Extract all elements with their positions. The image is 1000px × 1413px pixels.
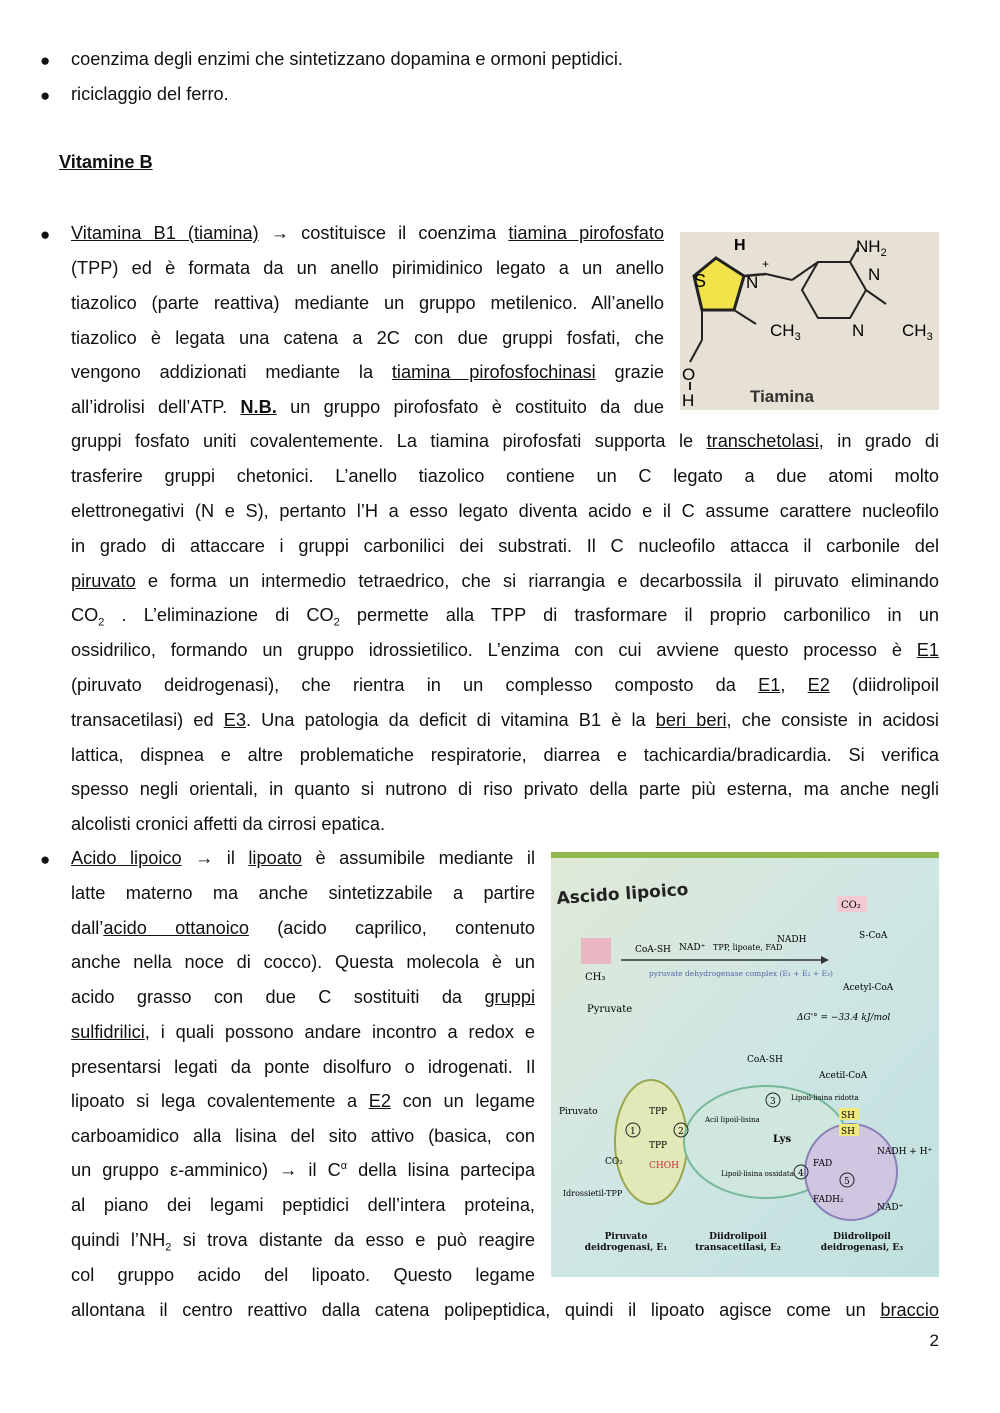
lipo-fig-title: Ascido lipoico (555, 879, 690, 909)
lipo-fig-tpp-lipoate: TPP, lipoate, FAD (713, 943, 783, 952)
tiamina-n-b: N (852, 321, 865, 340)
bullet-dot: ● (40, 850, 51, 869)
lipo-fig-lipoil-rid: Lipoil-lisina ridotta (791, 1094, 859, 1102)
lipo-line-3: dall’acido ottanoico (acido caprilico, contenuto (71, 918, 535, 938)
intro-bullet-1: coenzima degli enzimi che sintetizzano dopamina e ormoni peptidici. (71, 49, 623, 69)
tiamina-n-plus: N (746, 273, 759, 292)
lipo-fig-fadh2: FADH₂ (813, 1195, 844, 1205)
b1-line-15: transacetilasi) ed E3. Una patologia da deficit di vitamina B1 è la beri beri, che consiste in acidosi (71, 710, 939, 730)
lipo-fig-acetyl-coa: Acetyl-CoA (843, 983, 894, 993)
page-number: 2 (929, 1331, 939, 1350)
tiamina-nh2: $NH_2$ (856, 237, 887, 259)
lipo-fig-fad: FAD (813, 1159, 833, 1169)
b1-line-11: piruvato e forma un intermedio tetraedrico, che si riarrangia e decarbossila il piruvato eliminando (71, 571, 939, 591)
b1-line-1: Vitamina B1 (tiamina) → costituisce il coenzima tiamina pirofosfato (71, 223, 665, 243)
lipo-fig-co2: CO₂ (605, 1157, 623, 1167)
lipo-fig-sh1: SH (841, 1111, 856, 1121)
b1-line-5: vengono addizionati mediante la tiamina pirofosfochinasi grazie (71, 362, 664, 382)
b1-line-9: elettronegativi (N e S), pertanto l’H a esso legato diventa acido e il C assume carattere nucleofilo (71, 501, 939, 521)
tiamina-h-bottom: H (682, 391, 695, 410)
b1-line-6: all’idrolisi dell’ATP. N.B. un gruppo pirofosfato è costituito da due (71, 397, 664, 417)
b1-line-2: (TPP) ed è formata da un anello pirimidinico legato a un anello (71, 258, 664, 278)
tiamina-structure-figure (680, 232, 939, 410)
tiamina-o: O (682, 365, 696, 384)
lipo-fig-sh2: SH (841, 1127, 856, 1137)
lipo-line-10: un gruppo ε-amminico) → il $C^\alpha$ della lisina partecipa (71, 1159, 535, 1180)
section-title: Vitamine B (59, 152, 153, 172)
acido-lipoico-figure (551, 852, 939, 1277)
lipo-line-2: latte materno ma anche sintetizzabile a partire (71, 883, 535, 903)
lipo-fig-choh: CHOH (649, 1161, 679, 1171)
lipo-line-5: acido grasso con due C sostituiti da gruppi (71, 987, 535, 1007)
lipo-fig-nad2: NAD⁺ (877, 1203, 904, 1213)
lipo-fig-acil: Acil lipoil-lisina (705, 1116, 760, 1124)
lipo-fig-enzyme: pyruvate dehydrogenase complex (E₁ + E₂ + E₃) (649, 969, 833, 978)
lipo-line-8: lipoato si lega covalentemente a E2 con un legame (71, 1091, 535, 1111)
lipo-fig-pyruvate: Pyruvate (587, 1004, 633, 1015)
lipo-fig-tpp1: TPP (649, 1107, 668, 1117)
b1-line-3: tiazolico (parte reattiva) mediante un gruppo metilenico. All’anello (71, 293, 664, 313)
tiamina-plus: + (762, 257, 770, 271)
lipo-line-12: quindi $l’NH_2$ si trova distante da esso e può reagire (71, 1230, 535, 1254)
lipo-fig-scoa: S-CoA (859, 931, 888, 941)
lipo-fig-step-2: 2 (678, 1127, 684, 1137)
lipo-fig-nadh-h: NADH + H⁺ (877, 1147, 933, 1157)
lipo-line-7: presentarsi legati da ponte disolfuro o idrogenati. Il (71, 1057, 535, 1077)
tiamina-label: Tiamina (750, 387, 814, 406)
lipo-fig-step-3: 3 (770, 1097, 776, 1107)
lipo-line-6: sulfidrilici, i quali possono andare incontro a redox e (71, 1022, 535, 1042)
lipo-line-4: anche nella noce di cocco). Questa molecola è un (71, 952, 535, 972)
lipo-line-9: carboamidico alla lisina del sito attivo (basica, con (71, 1126, 535, 1146)
lipo-fig-acetil-coa: Acetil-CoA (819, 1071, 868, 1081)
lipo-fig-step-4: 4 (798, 1169, 804, 1179)
lipo-fig-step-1: 1 (630, 1127, 636, 1137)
lipo-fig-step-5: 5 (844, 1177, 850, 1187)
lipo-fig-idross: Idrossietil-TPP (563, 1189, 623, 1198)
tiamina-s: S (694, 271, 707, 291)
lipo-line-14: allontana il centro reattivo dalla catena polipeptidica, quindi il lipoato agisce come un braccio (71, 1300, 939, 1320)
lipo-fig-e3: Diidrolipoil deidrogenasi, E₃ (820, 1232, 904, 1253)
lipo-line-11: al piano dei legami peptidici dell’intera proteina, (71, 1195, 535, 1215)
lipo-fig-lipoil-oss: Lipoil-lisina ossidata (721, 1170, 794, 1178)
b1-line-10: in grado di attaccare i gruppi carbonilici dei substrati. Il C nucleofilo attacca il carbonile del (71, 536, 939, 556)
b1-line-14: (piruvato deidrogenasi), che rientra in un complesso composto da E1, E2 (diidrolipoil (71, 675, 939, 695)
lipo-fig-e1: Piruvato deidrogenasi, E₁ (584, 1232, 668, 1253)
b1-line-13: ossidrilico, formando un gruppo idrossietilico. L’enzima con cui avviene questo processo è E1 (71, 640, 939, 660)
lipo-fig-tpp2: TPP (649, 1141, 668, 1151)
b1-line-7: gruppi fosfato uniti covalentemente. La tiamina pirofosfati supporta le transchetolasi, in grado di (71, 431, 939, 451)
lipo-fig-dg: ΔG'° = −33.4 kJ/mol (797, 1013, 891, 1023)
b1-line-16: lattica, dispnea e altre problematiche respiratorie, diarrea e tachicardia/bradicardia. Si verifica (71, 745, 939, 765)
lipo-fig-coash: CoA-SH (635, 945, 671, 955)
b1-line-18: alcolisti cronici affetti da cirrosi epatica. (71, 814, 386, 834)
b1-line-12: $CO_2$ . L’eliminazione di $CO_2$ permette alla TPP di trasformare il proprio carbonilico in un (71, 605, 939, 629)
lipo-line-13: col gruppo acido del lipoato. Questo legame (71, 1265, 535, 1285)
tiamina-ch3-a: $CH_3$ (770, 321, 801, 343)
b1-line-8: trasferire gruppi chetonici. L’anello tiazolico contiene un C legato a due atomi molto (71, 466, 939, 486)
lipo-fig-ch3: CH₃ (585, 972, 606, 983)
bullet-dot: ● (40, 51, 51, 70)
lipo-fig-piruvato: Piruvato (559, 1107, 598, 1117)
tiamina-ch3-b: $CH_3$ (902, 321, 933, 343)
lipo-fig-nad: NAD⁺ (679, 943, 706, 953)
tiamina-h: H (734, 237, 746, 254)
lipo-line-1: Acido lipoico → il lipoato è assumibile mediante il (71, 848, 535, 868)
lipo-fig-nadh: NADH (777, 935, 807, 945)
lipo-fig-e2: Diidrolipoil transacetilasi, E₂ (695, 1232, 781, 1253)
intro-bullet-2: riciclaggio del ferro. (71, 84, 229, 104)
b1-line-17: spesso negli orientali, in quanto si nutrono di riso privato della parte più esterna, ma anche negli (71, 779, 939, 799)
bullet-dot: ● (40, 86, 51, 105)
bullet-dot: ● (40, 225, 51, 244)
tiamina-n-a: N (868, 265, 881, 284)
lipo-fig-lys: Lys (773, 1134, 792, 1145)
lipo-fig-coash2: CoA-SH (747, 1055, 783, 1065)
b1-line-4: tiazolico è legata una catena a 2C con due gruppi fosfati, che (71, 328, 664, 348)
lipo-fig-co2-top: CO₂ (841, 900, 861, 911)
